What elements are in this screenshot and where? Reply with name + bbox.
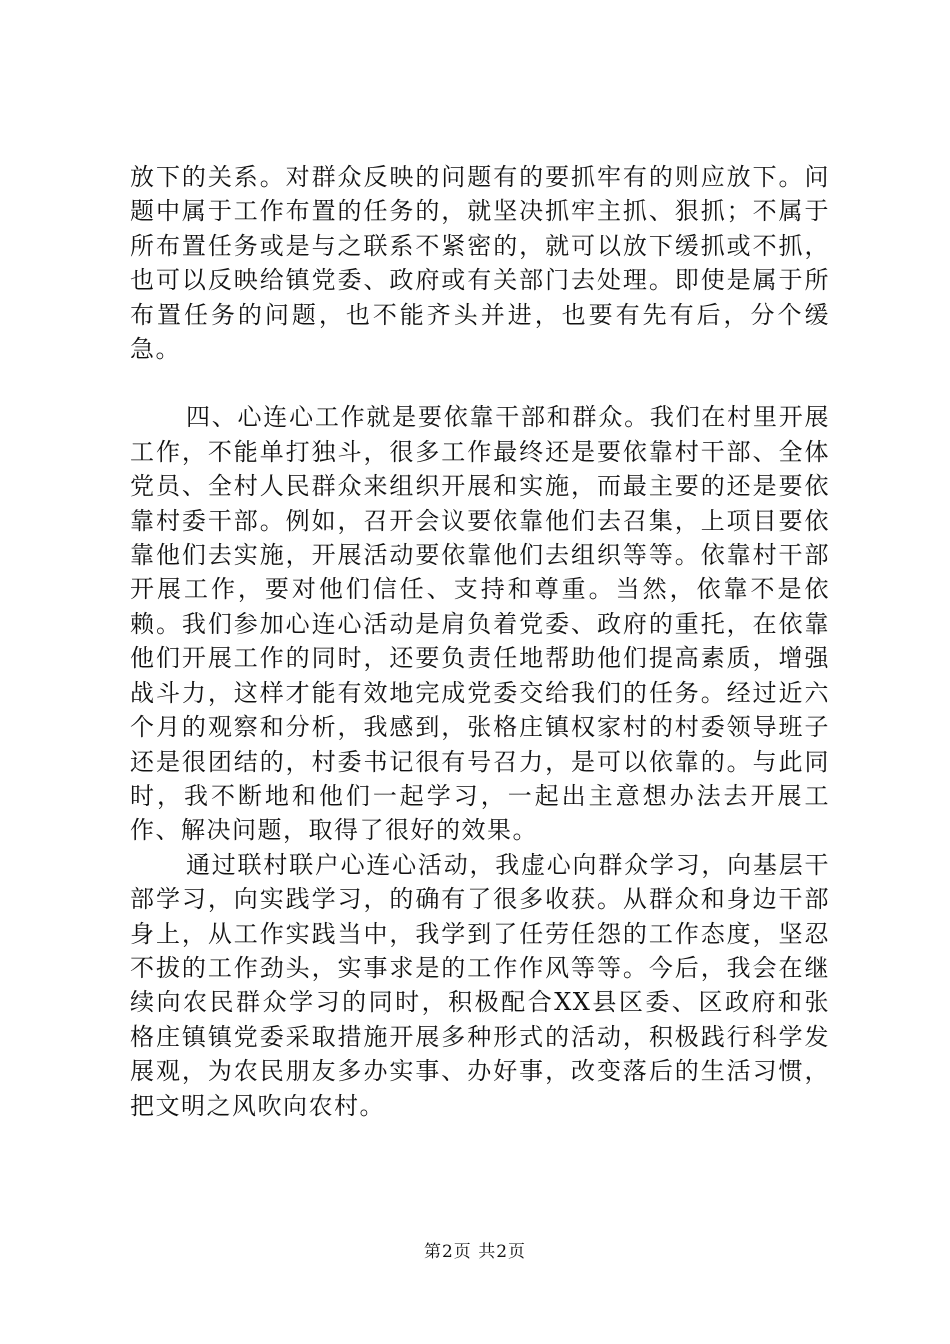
document-body [130,160,830,1123]
paragraph-section-four: 四、心连心工作就是要依靠干部和群众。我们在村里开展工作，不能单打独斗，很多工作最终还是要依靠村干部、全体党员、全村人民群众来组织开展和实施，而最主要的还是要依靠村委干部。例如，召开会议要依靠他们去召集，上项目要依靠他们去实施，开展活动要依靠他们去组织等等。依靠村干部开展工作，要对他们信任、支持和尊重。当然，依靠不是依赖。我们参加心连心活动是肩负着党委、政府的重托，在依靠他们开展工作的同时，还要负责任地帮助他们提高素质，增强战斗力，这样才能有效地完成党委交给我们的任务。经过近六个月的观察和分析，我感到，张格庄镇权家村的村委领导班子还是很团结的，村委书记很有号召力，是可以依靠的。与此同时，我不断地和他们一起学习，一起出主意想办法去开展工作、解决问题，取得了很好的效果。 [130,403,830,845]
page-number-footer: 第2页 共2页 [423,1242,527,1262]
paragraph-gap [130,366,830,400]
paragraph-conclusion: 通过联村联户心连心活动，我虚心向群众学习，向基层干部学习，向实践学习，的确有了很多收获。从群众和身边干部身上，从工作实践当中，我学到了任劳任怨的工作态度，坚忍不拔的工作劲头，实事求是的工作作风等等。今后，我会在继续向农民群众学习的同时，积极配合XX县区委、区政府和张格庄镇镇党委采取措施开展多种形式的活动，积极践行科学发展观，为农民朋友多办实事、办好事，改变落后的生活习惯，把文明之风吹向农村。 [130,850,830,1120]
paragraph-continuation: 放下的关系。对群众反映的问题有的要抓牢有的则应放下。问题中属于工作布置的任务的，就坚决抓牢主抓、狠抓；不属于所布置任务或是与之联系不紧密的，就可以放下缓抓或不抓，也可以反映给镇党委、政府或有关部门去处理。即使是属于所布置任务的问题，也不能齐头并进，也要有先有后，分个缓急。 [130,163,830,364]
